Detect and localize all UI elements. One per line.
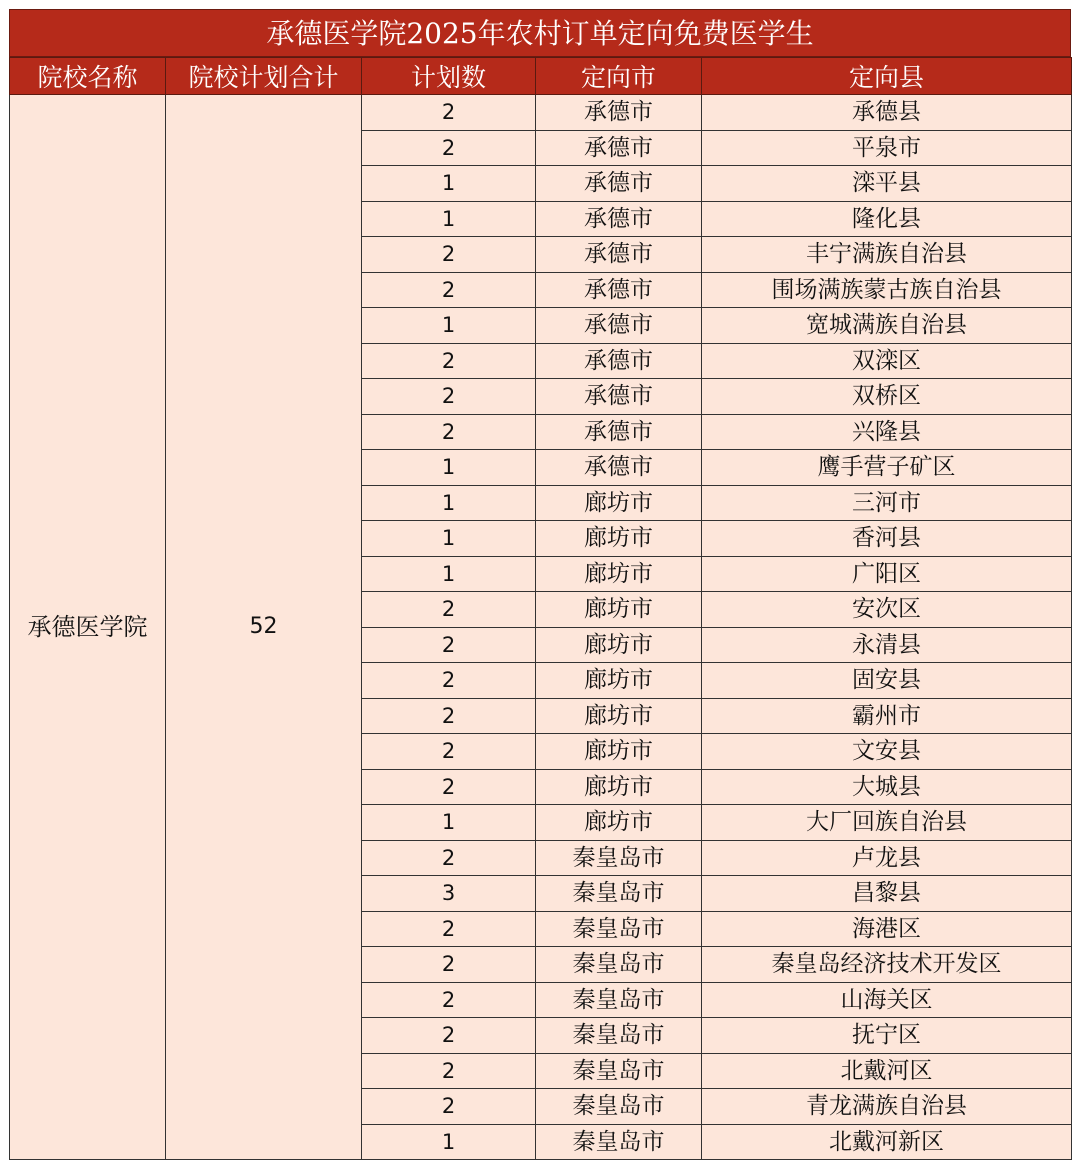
city-cell: 廊坊市: [536, 698, 702, 734]
plan-count-cell: 2: [362, 947, 536, 983]
city-cell: 承德市: [536, 95, 702, 131]
plan-count-cell: 2: [362, 769, 536, 805]
plan-count-cell: 2: [362, 592, 536, 628]
city-cell: 秦皇岛市: [536, 1018, 702, 1054]
city-cell: 承德市: [536, 379, 702, 415]
plan-count-cell: 1: [362, 308, 536, 344]
header-city: 定向市: [536, 58, 702, 95]
plan-count-cell: 1: [362, 166, 536, 202]
table-body: [10, 95, 1072, 1160]
county-cell: 青龙满族自治县: [702, 1089, 1072, 1125]
plan-count-cell: 2: [362, 840, 536, 876]
county-cell: 平泉市: [702, 130, 1072, 166]
county-cell: 双滦区: [702, 343, 1072, 379]
header-row: [10, 58, 1072, 95]
plan-count-cell: 2: [362, 343, 536, 379]
county-cell: 大城县: [702, 769, 1072, 805]
city-cell: 秦皇岛市: [536, 876, 702, 912]
city-cell: 秦皇岛市: [536, 840, 702, 876]
plan-count-cell: 2: [362, 237, 536, 273]
plan-count-cell: 1: [362, 450, 536, 486]
plan-count-cell: 2: [362, 95, 536, 131]
plan-count-cell: 2: [362, 130, 536, 166]
county-cell: 宽城满族自治县: [702, 308, 1072, 344]
plan-count-cell: 1: [362, 805, 536, 841]
county-cell: 霸州市: [702, 698, 1072, 734]
county-cell: 秦皇岛经济技术开发区: [702, 947, 1072, 983]
plan-count-cell: 2: [362, 379, 536, 415]
school-total-cell: 52: [166, 95, 362, 1160]
city-cell: 承德市: [536, 166, 702, 202]
county-cell: 隆化县: [702, 201, 1072, 237]
quota-table: [9, 57, 1072, 1160]
city-cell: 承德市: [536, 130, 702, 166]
county-cell: 广阳区: [702, 556, 1072, 592]
city-cell: 承德市: [536, 450, 702, 486]
city-cell: 廊坊市: [536, 521, 702, 557]
city-cell: 秦皇岛市: [536, 947, 702, 983]
plan-count-cell: 1: [362, 521, 536, 557]
plan-count-cell: 3: [362, 876, 536, 912]
county-cell: 北戴河区: [702, 1053, 1072, 1089]
county-cell: 三河市: [702, 485, 1072, 521]
city-cell: 廊坊市: [536, 663, 702, 699]
plan-count-cell: 2: [362, 414, 536, 450]
table-row: [10, 95, 1072, 131]
county-cell: 丰宁满族自治县: [702, 237, 1072, 273]
school-name-cell: 承德医学院: [10, 95, 166, 1160]
county-cell: 香河县: [702, 521, 1072, 557]
city-cell: 廊坊市: [536, 592, 702, 628]
city-cell: 廊坊市: [536, 627, 702, 663]
county-cell: 双桥区: [702, 379, 1072, 415]
header-school-total: 院校计划合计: [166, 58, 362, 95]
plan-count-cell: 2: [362, 1053, 536, 1089]
county-cell: 昌黎县: [702, 876, 1072, 912]
city-cell: 承德市: [536, 343, 702, 379]
county-cell: 海港区: [702, 911, 1072, 947]
county-cell: 安次区: [702, 592, 1072, 628]
plan-count-cell: 2: [362, 911, 536, 947]
plan-count-cell: 2: [362, 734, 536, 770]
plan-count-cell: 2: [362, 698, 536, 734]
city-cell: 廊坊市: [536, 769, 702, 805]
header-school: 院校名称: [10, 58, 166, 95]
header-county: 定向县: [702, 58, 1072, 95]
county-cell: 固安县: [702, 663, 1072, 699]
table-title: 承德医学院2025年农村订单定向免费医学生: [9, 9, 1071, 57]
county-cell: 北戴河新区: [702, 1124, 1072, 1160]
plan-count-cell: 2: [362, 982, 536, 1018]
city-cell: 秦皇岛市: [536, 982, 702, 1018]
header-plan-count: 计划数: [362, 58, 536, 95]
county-cell: 文安县: [702, 734, 1072, 770]
city-cell: 秦皇岛市: [536, 1053, 702, 1089]
plan-count-cell: 2: [362, 272, 536, 308]
county-cell: 承德县: [702, 95, 1072, 131]
plan-count-cell: 1: [362, 201, 536, 237]
plan-count-cell: 2: [362, 1089, 536, 1125]
county-cell: 抚宁区: [702, 1018, 1072, 1054]
city-cell: 秦皇岛市: [536, 1089, 702, 1125]
quota-sheet: [9, 9, 1071, 1160]
plan-count-cell: 2: [362, 663, 536, 699]
county-cell: 滦平县: [702, 166, 1072, 202]
city-cell: 廊坊市: [536, 734, 702, 770]
county-cell: 鹰手营子矿区: [702, 450, 1072, 486]
plan-count-cell: 2: [362, 627, 536, 663]
city-cell: 承德市: [536, 414, 702, 450]
county-cell: 山海关区: [702, 982, 1072, 1018]
city-cell: 廊坊市: [536, 556, 702, 592]
county-cell: 永清县: [702, 627, 1072, 663]
county-cell: 大厂回族自治县: [702, 805, 1072, 841]
city-cell: 承德市: [536, 237, 702, 273]
plan-count-cell: 1: [362, 556, 536, 592]
county-cell: 兴隆县: [702, 414, 1072, 450]
county-cell: 围场满族蒙古族自治县: [702, 272, 1072, 308]
city-cell: 秦皇岛市: [536, 911, 702, 947]
city-cell: 廊坊市: [536, 485, 702, 521]
county-cell: 卢龙县: [702, 840, 1072, 876]
city-cell: 承德市: [536, 308, 702, 344]
plan-count-cell: 1: [362, 485, 536, 521]
city-cell: 秦皇岛市: [536, 1124, 702, 1160]
plan-count-cell: 2: [362, 1018, 536, 1054]
city-cell: 廊坊市: [536, 805, 702, 841]
city-cell: 承德市: [536, 201, 702, 237]
city-cell: 承德市: [536, 272, 702, 308]
plan-count-cell: 1: [362, 1124, 536, 1160]
